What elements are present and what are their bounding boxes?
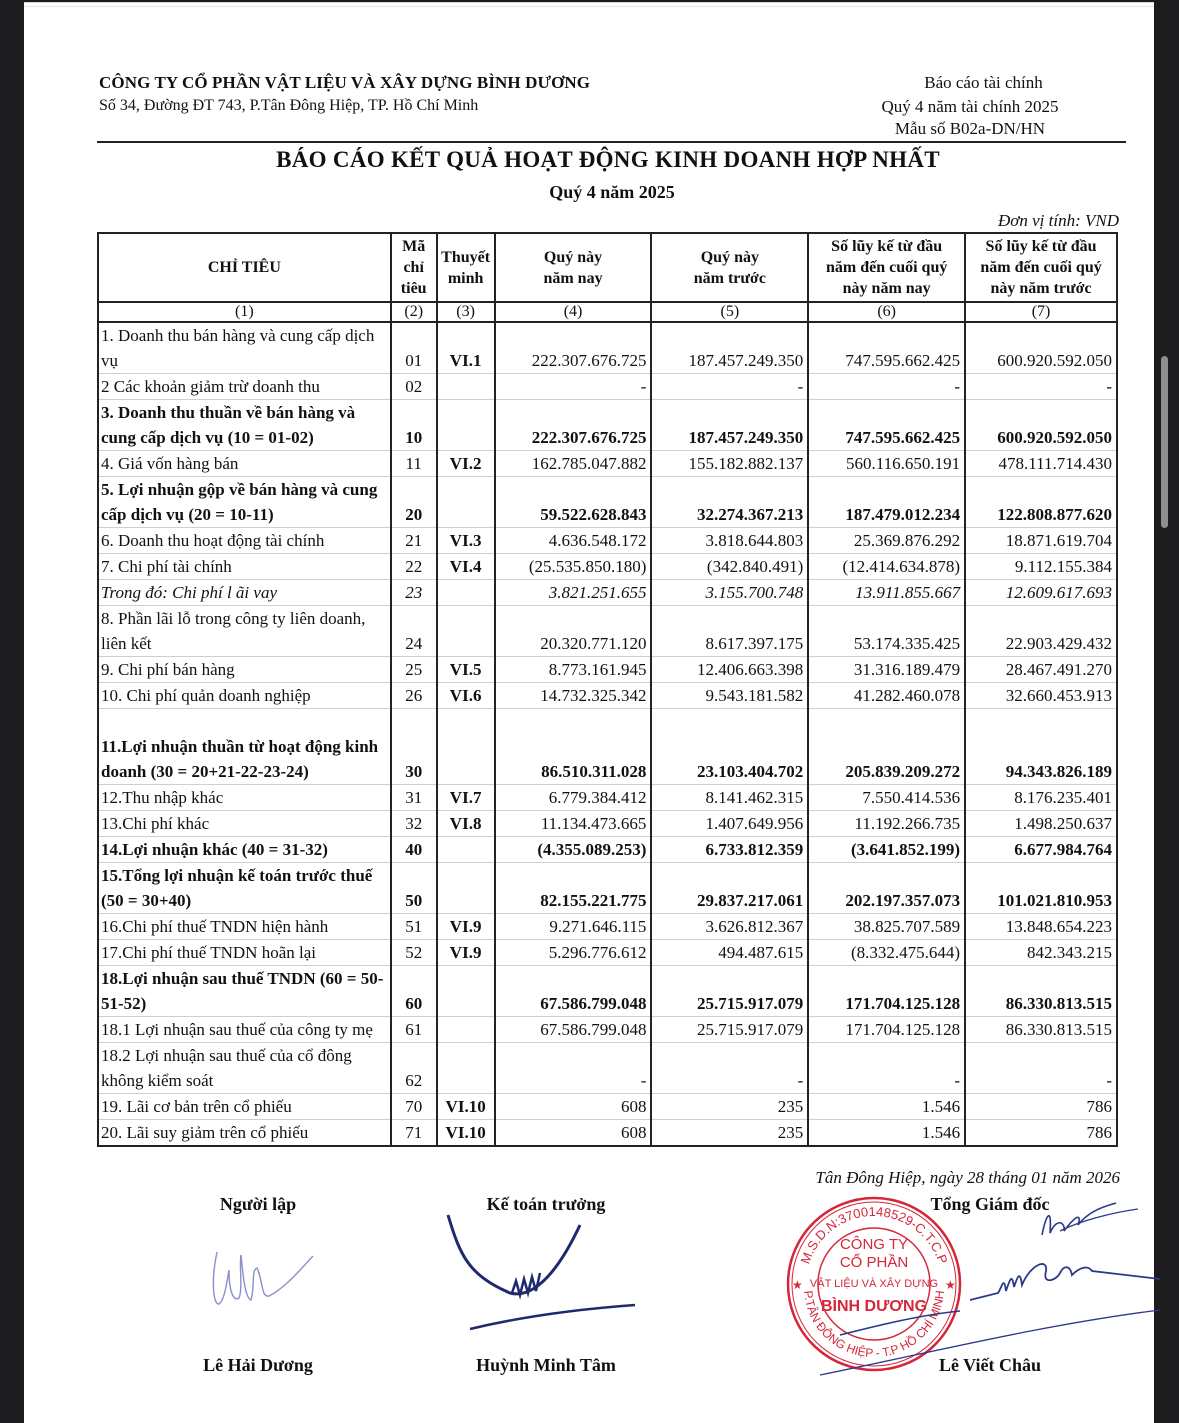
table-row (98, 451, 1117, 477)
header-code: Mã chỉ tiêu (391, 233, 437, 302)
value-q-prev: 494.487.615 (651, 940, 808, 966)
chief-accountant-signature (440, 1205, 640, 1335)
col-index: (7) (965, 302, 1117, 322)
value-q-this: 3.821.251.655 (495, 580, 652, 606)
scrollbar-thumb[interactable] (1161, 356, 1168, 528)
row-note: VI.7 (437, 785, 495, 811)
value-ytd-this: 13.911.855.667 (808, 580, 965, 606)
report-title: BÁO CÁO KẾT QUẢ HOẠT ĐỘNG KINH DOANH HỢP NHẤT (276, 147, 940, 172)
chief-accountant-role: Kế toán trưởng (486, 1194, 606, 1214)
value-ytd-this: 38.825.707.589 (808, 914, 965, 940)
value-q-this: 5.296.776.612 (495, 940, 652, 966)
col-index: (2) (391, 302, 437, 322)
stamp-line-2: CỔ PHẦN (839, 1254, 909, 1271)
value-ytd-prev: - (965, 374, 1117, 400)
value-q-this: 608 (495, 1120, 652, 1147)
stamp-line-3: VẬT LIỆU VÀ XÂY DỰNG (809, 1278, 939, 1290)
row-note (437, 863, 495, 914)
row-note: VI.10 (437, 1094, 495, 1120)
col-index: (1) (98, 302, 391, 322)
value-ytd-this: 41.282.460.078 (808, 683, 965, 709)
row-label: 17.Chi phí thuế TNDN hoãn lại (98, 940, 391, 966)
preparer-signature (205, 1240, 315, 1315)
row-code: 11 (391, 451, 437, 477)
value-ytd-this: 25.369.876.292 (808, 528, 965, 554)
column-index-row (98, 302, 1117, 322)
value-q-prev: 32.274.367.213 (651, 477, 808, 528)
stamp-ring-bottom: P.TÂN ĐÔNG HIỆP - T.P HỒ CHÍ MINH (801, 1289, 947, 1361)
col-index: (6) (808, 302, 965, 322)
value-ytd-prev: 12.609.617.693 (965, 580, 1117, 606)
row-code: 71 (391, 1120, 437, 1147)
value-q-this: (25.535.850.180) (495, 554, 652, 580)
row-code: 50 (391, 863, 437, 914)
row-label: 18.1 Lợi nhuận sau thuế của công ty mẹ (98, 1017, 391, 1043)
row-note (437, 1017, 495, 1043)
header-note: Thuyết minh (437, 233, 495, 302)
value-q-prev: 235 (651, 1120, 808, 1147)
row-label: 14.Lợi nhuận khác (40 = 31-32) (98, 837, 391, 863)
value-ytd-prev: 86.330.813.515 (965, 966, 1117, 1017)
value-ytd-prev: 18.871.619.704 (965, 528, 1117, 554)
row-code: 25 (391, 657, 437, 683)
value-ytd-prev: 122.808.877.620 (965, 477, 1117, 528)
header-name: CHỈ TIÊU (98, 233, 391, 302)
row-label: 13.Chi phí khác (98, 811, 391, 837)
value-ytd-this: (3.641.852.199) (808, 837, 965, 863)
value-q-this: - (495, 1043, 652, 1094)
row-label: 12.Thu nhập khác (98, 785, 391, 811)
value-ytd-this: 560.116.650.191 (808, 451, 965, 477)
company-name: CÔNG TY CỔ PHẦN VẬT LIỆU VÀ XÂY DỰNG BÌNH DƯƠNG (99, 73, 591, 92)
value-ytd-this: 11.192.266.735 (808, 811, 965, 837)
table-row (98, 785, 1117, 811)
row-code: 20 (391, 477, 437, 528)
value-q-prev: (342.840.491) (651, 554, 808, 580)
value-ytd-this: 202.197.357.073 (808, 863, 965, 914)
table-row (98, 580, 1117, 606)
value-q-this: (4.355.089.253) (495, 837, 652, 863)
value-ytd-this: 53.174.335.425 (808, 606, 965, 657)
row-code: 10 (391, 400, 437, 451)
value-q-prev: 187.457.249.350 (651, 400, 808, 451)
general-director-role: Tổng Giám đốc (930, 1194, 1050, 1214)
value-ytd-this: 31.316.189.479 (808, 657, 965, 683)
header-ytd-this: Số lũy kế từ đầu năm đến cuối quý này năm nay (808, 233, 965, 302)
row-code: 70 (391, 1094, 437, 1120)
row-code: 60 (391, 966, 437, 1017)
value-q-prev: 29.837.217.061 (651, 863, 808, 914)
value-q-this: 6.779.384.412 (495, 785, 652, 811)
value-q-this: 222.307.676.725 (495, 322, 652, 374)
value-q-this: 8.773.161.945 (495, 657, 652, 683)
row-note (437, 374, 495, 400)
table-row (98, 683, 1117, 709)
row-label: 9. Chi phí bán hàng (98, 657, 391, 683)
value-ytd-prev: 86.330.813.515 (965, 1017, 1117, 1043)
row-note: VI.5 (437, 657, 495, 683)
row-code: 31 (391, 785, 437, 811)
value-q-prev: 12.406.663.398 (651, 657, 808, 683)
row-code: 21 (391, 528, 437, 554)
row-label: 5. Lợi nhuận gộp về bán hàng và cung cấp dịch vụ (20 = 10-11) (98, 477, 391, 528)
row-note (437, 837, 495, 863)
row-note (437, 477, 495, 528)
row-label: 19. Lãi cơ bản trên cổ phiếu (98, 1094, 391, 1120)
row-note (437, 580, 495, 606)
value-q-prev: 23.103.404.702 (651, 709, 808, 785)
preparer-name: Lê Hải Dương (203, 1355, 313, 1375)
value-ytd-this: 747.595.662.425 (808, 322, 965, 374)
header-ytd-prev: Số lũy kế từ đầu năm đến cuối quý này năm trước (965, 233, 1117, 302)
value-q-this: 86.510.311.028 (495, 709, 652, 785)
report-type: Báo cáo tài chính (924, 73, 1043, 92)
value-ytd-this: (12.414.634.878) (808, 554, 965, 580)
value-q-this: 4.636.548.172 (495, 528, 652, 554)
value-ytd-prev: 22.903.429.432 (965, 606, 1117, 657)
table-row (98, 322, 1117, 374)
value-q-prev: 1.407.649.956 (651, 811, 808, 837)
value-q-this: 222.307.676.725 (495, 400, 652, 451)
value-q-prev: 3.818.644.803 (651, 528, 808, 554)
table-row (98, 940, 1117, 966)
value-ytd-prev: 1.498.250.637 (965, 811, 1117, 837)
row-note (437, 606, 495, 657)
row-label: 8. Phần lãi lỗ trong công ty liên doanh, liên kết (98, 606, 391, 657)
value-ytd-prev: 13.848.654.223 (965, 914, 1117, 940)
preparer-role: Người lập (219, 1194, 297, 1214)
col-index: (4) (495, 302, 652, 322)
row-label: 15.Tổng lợi nhuận kế toán trước thuế (50 = 30+40) (98, 863, 391, 914)
value-q-this: 82.155.221.775 (495, 863, 652, 914)
table-row (98, 837, 1117, 863)
row-note: VI.4 (437, 554, 495, 580)
income-statement-table (97, 232, 1118, 1147)
row-code: 62 (391, 1043, 437, 1094)
value-q-this: 608 (495, 1094, 652, 1120)
value-q-prev: 25.715.917.079 (651, 1017, 808, 1043)
value-q-prev: 3.626.812.367 (651, 914, 808, 940)
table-row (98, 1043, 1117, 1094)
row-note: VI.9 (437, 940, 495, 966)
value-ytd-prev: 600.920.592.050 (965, 400, 1117, 451)
value-q-prev: 155.182.882.137 (651, 451, 808, 477)
value-q-this: 59.522.628.843 (495, 477, 652, 528)
value-ytd-this: (8.332.475.644) (808, 940, 965, 966)
value-q-prev: 9.543.181.582 (651, 683, 808, 709)
value-q-prev: 8.617.397.175 (651, 606, 808, 657)
table-row (98, 400, 1117, 451)
row-label: 6. Doanh thu hoạt động tài chính (98, 528, 391, 554)
header-q-this: Quý này năm nay (495, 233, 652, 302)
row-note (437, 400, 495, 451)
table-row (98, 966, 1117, 1017)
value-q-prev: 235 (651, 1094, 808, 1120)
value-ytd-this: 205.839.209.272 (808, 709, 965, 785)
row-code: 52 (391, 940, 437, 966)
value-ytd-this: - (808, 374, 965, 400)
row-code: 30 (391, 709, 437, 785)
value-ytd-prev: 786 (965, 1120, 1117, 1147)
value-q-this: 67.586.799.048 (495, 966, 652, 1017)
row-label: Trong đó: Chi phí l ãi vay (98, 580, 391, 606)
row-label: 20. Lãi suy giảm trên cổ phiếu (98, 1120, 391, 1147)
value-q-prev: - (651, 1043, 808, 1094)
value-ytd-this: 7.550.414.536 (808, 785, 965, 811)
value-q-this: 11.134.473.665 (495, 811, 652, 837)
row-code: 22 (391, 554, 437, 580)
row-note: VI.2 (437, 451, 495, 477)
stamp-line-1: CÔNG TY (839, 1236, 909, 1253)
row-code: 24 (391, 606, 437, 657)
row-code: 02 (391, 374, 437, 400)
report-period: Quý 4 năm tài chính 2025 (881, 97, 1059, 116)
table-row (98, 863, 1117, 914)
row-label: 4. Giá vốn hàng bán (98, 451, 391, 477)
value-ytd-this: - (808, 1043, 965, 1094)
value-q-this: 14.732.325.342 (495, 683, 652, 709)
table-row (98, 477, 1117, 528)
row-note: VI.9 (437, 914, 495, 940)
row-note: VI.10 (437, 1120, 495, 1147)
value-q-prev: 3.155.700.748 (651, 580, 808, 606)
value-ytd-prev: 6.677.984.764 (965, 837, 1117, 863)
form-code: Mẫu số B02a-DN/HN (894, 119, 1046, 138)
value-ytd-prev: 32.660.453.913 (965, 683, 1117, 709)
header-q-prev: Quý này năm trước (651, 233, 808, 302)
table-row (98, 606, 1117, 657)
row-label: 11.Lợi nhuận thuần từ hoạt động kinh doanh (30 = 20+21-22-23-24) (98, 709, 391, 785)
row-note (437, 966, 495, 1017)
row-code: 26 (391, 683, 437, 709)
row-note: VI.6 (437, 683, 495, 709)
value-ytd-prev: 28.467.491.270 (965, 657, 1117, 683)
value-ytd-this: 187.479.012.234 (808, 477, 965, 528)
value-ytd-this: 747.595.662.425 (808, 400, 965, 451)
table-row (98, 1120, 1117, 1147)
value-ytd-this: 171.704.125.128 (808, 1017, 965, 1043)
value-q-prev: - (651, 374, 808, 400)
row-code: 01 (391, 322, 437, 374)
table-row (98, 1017, 1117, 1043)
value-q-this: 162.785.047.882 (495, 451, 652, 477)
table-row (98, 554, 1117, 580)
row-note (437, 1043, 495, 1094)
stamp-ring-top: M.S.D.N:3700148529-C.T.C.P (797, 1203, 951, 1266)
value-ytd-prev: 101.021.810.953 (965, 863, 1117, 914)
row-label: 10. Chi phí quản doanh nghiệp (98, 683, 391, 709)
value-q-this: 20.320.771.120 (495, 606, 652, 657)
row-note: VI.3 (437, 528, 495, 554)
row-code: 23 (391, 580, 437, 606)
company-address: Số 34, Đường ĐT 743, P.Tân Đông Hiệp, TP. Hồ Chí Minh (99, 97, 479, 114)
value-ytd-prev: 478.111.714.430 (965, 451, 1117, 477)
value-ytd-prev: 9.112.155.384 (965, 554, 1117, 580)
row-note: VI.1 (437, 322, 495, 374)
row-code: 40 (391, 837, 437, 863)
header-divider (97, 141, 1126, 143)
place-date: Tân Đông Hiệp, ngày 28 tháng 01 năm 2026 (815, 1168, 1120, 1187)
row-label: 7. Chi phí tài chính (98, 554, 391, 580)
stamp-star-icon: ★ (945, 1278, 956, 1292)
row-code: 32 (391, 811, 437, 837)
table-row (98, 657, 1117, 683)
row-note (437, 709, 495, 785)
row-code: 51 (391, 914, 437, 940)
table-row (98, 374, 1117, 400)
value-ytd-prev: 94.343.826.189 (965, 709, 1117, 785)
value-ytd-prev: 842.343.215 (965, 940, 1117, 966)
row-label: 2 Các khoản giảm trừ doanh thu (98, 374, 391, 400)
table-row (98, 914, 1117, 940)
value-q-prev: 6.733.812.359 (651, 837, 808, 863)
row-code: 61 (391, 1017, 437, 1043)
value-q-this: 67.586.799.048 (495, 1017, 652, 1043)
col-index: (5) (651, 302, 808, 322)
stamp-star-icon: ★ (792, 1278, 803, 1292)
value-q-this: 9.271.646.115 (495, 914, 652, 940)
table-row (98, 1094, 1117, 1120)
report-subtitle: Quý 4 năm 2025 (549, 182, 675, 202)
value-ytd-prev: - (965, 1043, 1117, 1094)
table-row (98, 811, 1117, 837)
row-label: 1. Doanh thu bán hàng và cung cấp dịch vụ (98, 322, 391, 374)
table-header-row (98, 233, 1117, 302)
currency-unit: Đơn vị tính: VND (998, 211, 1119, 230)
value-q-prev: 8.141.462.315 (651, 785, 808, 811)
row-label: 3. Doanh thu thuần về bán hàng và cung cấp dịch vụ (10 = 01-02) (98, 400, 391, 451)
value-ytd-this: 171.704.125.128 (808, 966, 965, 1017)
row-label: 16.Chi phí thuế TNDN hiện hành (98, 914, 391, 940)
row-label: 18.2 Lợi nhuận sau thuế của cổ đông không kiểm soát (98, 1043, 391, 1094)
value-q-prev: 25.715.917.079 (651, 966, 808, 1017)
value-ytd-this: 1.546 (808, 1120, 965, 1147)
value-ytd-this: 1.546 (808, 1094, 965, 1120)
value-q-this: - (495, 374, 652, 400)
row-label: 18.Lợi nhuận sau thuế TNDN (60 = 50-51-52) (98, 966, 391, 1017)
page-edge (24, 6, 1154, 7)
table-row (98, 528, 1117, 554)
row-note: VI.8 (437, 811, 495, 837)
stamp-line-4: BÌNH DƯƠNG (820, 1298, 928, 1315)
col-index: (3) (437, 302, 495, 322)
chief-accountant-name: Huỳnh Minh Tâm (476, 1355, 616, 1375)
value-q-prev: 187.457.249.350 (651, 322, 808, 374)
value-ytd-prev: 786 (965, 1094, 1117, 1120)
general-director-name: Lê Viết Châu (938, 1355, 1041, 1375)
table-row (98, 709, 1117, 785)
value-ytd-prev: 8.176.235.401 (965, 785, 1117, 811)
value-ytd-prev: 600.920.592.050 (965, 322, 1117, 374)
